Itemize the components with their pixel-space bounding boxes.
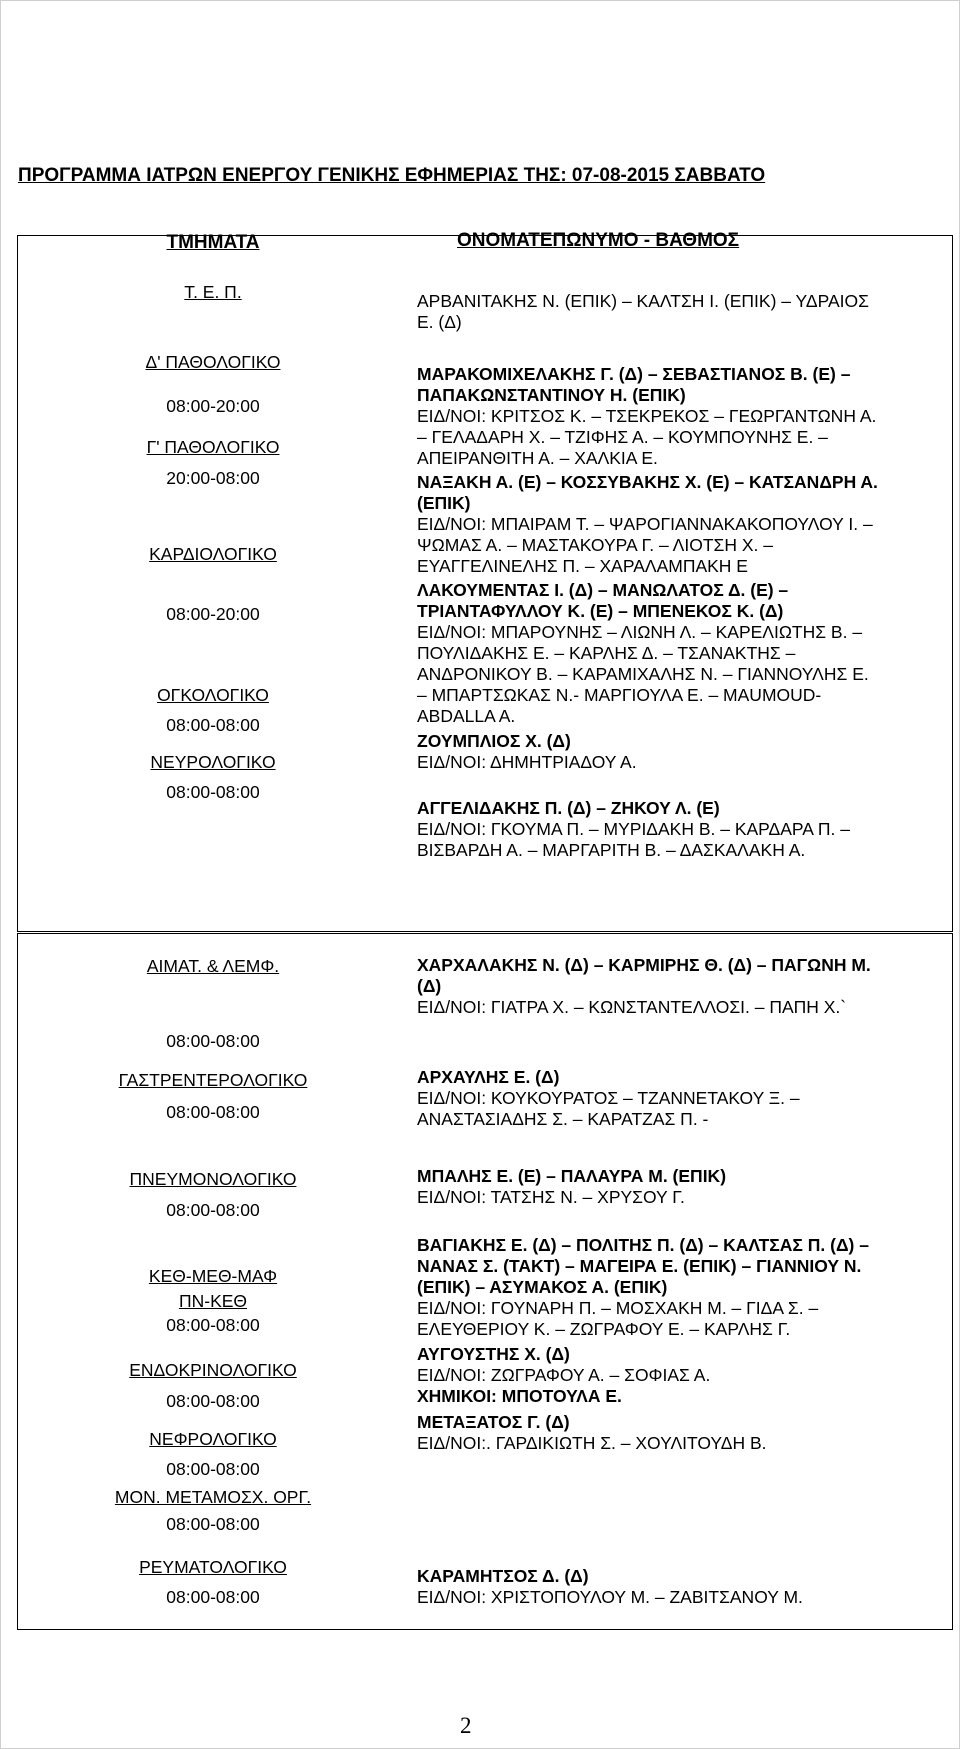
names-gastroenterology	[417, 1067, 917, 1130]
page-number: 2	[460, 1713, 472, 1738]
dept-rheumatology-time: 08:00-08:00	[166, 1587, 260, 1607]
dept-neurology-time: 08:00-08:00	[166, 782, 260, 802]
text-line: ΝΑΞΑΚΗ Α. (Ε) – ΚΟΣΣΥΒΑΚΗΣ Χ. (Ε) – ΚΑΤΣΑΝΔΡΗ Α.	[417, 472, 878, 492]
text-line: – ΓΕΛΑΔΑΡΗ Χ. – ΤΖΙΦΗΣ Α. – ΚΟΥΜΠΟΥΝΗΣ Ε. –	[417, 427, 828, 447]
dept-d-pathology-time: 08:00-20:00	[166, 396, 260, 416]
text-line: ΕΙΔ/ΝΟΙ: ΓΚΟΥΜΑ Π. – ΜΥΡΙΔΑΚΗ Β. – ΚΑΡΔΑΡΑ Π. –	[417, 819, 850, 839]
text-line: (ΕΠΙΚ)	[417, 493, 471, 513]
text-line: ΤΡΙΑΝΤΑΦΥΛΛΟΥ Κ. (Ε) – ΜΠΕΝΕΚΟΣ Κ. (Δ)	[417, 601, 784, 621]
text-line: ΑΓΓΕΛΙΔΑΚΗΣ Π. (Δ) – ΖΗΚΟΥ Λ. (Ε)	[417, 798, 720, 818]
names-g-pathology	[417, 472, 917, 577]
text-line: ΕΛΕΥΘΕΡΙΟΥ Κ. – ΖΩΓΡΑΦΟΥ Ε. – ΚΑΡΛΗΣ Γ.	[417, 1319, 791, 1339]
dept-g-pathology: Γ' ΠΑΘΟΛΟΓΙΚΟ	[146, 437, 280, 457]
dept-oncology-time: 08:00-08:00	[166, 715, 260, 735]
dept-oncology: ΟΓΚΟΛΟΓΙΚΟ	[157, 685, 269, 705]
text-line: ΨΩΜΑΣ Α. – ΜΑΣΤΑΚΟΥΡΑ Γ. – ΛΙΟΤΣΗ Χ. –	[417, 535, 773, 555]
names-oncology	[417, 731, 917, 773]
text-line: – ΜΠΑΡΤΣΩΚΑΣ Ν.- ΜΑΡΓΙΟΥΛΑ Ε. – MAUMOUD-	[417, 685, 822, 705]
text-line: ΜΠΑΛΗΣ Ε. (Ε) – ΠΑΛΑΥΡΑ Μ. (ΕΠΙΚ)	[417, 1166, 727, 1186]
text-line: ΑΝΔΡΟΝΙΚΟΥ Β. – ΚΑΡΑΜΙΧΑΛΗΣ Ν. – ΓΙΑΝΝΟΥΛΗΣ Ε.	[417, 664, 869, 684]
text-line: ΧΑΡΧΑΛΑΚΗΣ Ν. (Δ) – ΚΑΡΜΙΡΗΣ Θ. (Δ) – ΠΑΓΩΝΗ Μ.	[417, 955, 871, 975]
text-line: ΕΙΔ/ΝΟΙ:. ΓΑΡΔΙΚΙΩΤΗ Σ. – ΧΟΥΛΙΤΟΥΔΗ Β.	[417, 1433, 767, 1453]
dept-endocrinology-time: 08:00-08:00	[166, 1391, 260, 1411]
text-line: ΧΗΜΙΚΟΙ: ΜΠΟΤΟΥΛΑ Ε.	[417, 1386, 622, 1406]
text-line: ΚΑΡΑΜΗΤΣΟΣ Δ. (Δ)	[417, 1566, 589, 1586]
text-line: ΑΠΕΙΡΑΝΘΙΤΗ Α. – ΧΑΛΚΙΑ Ε.	[417, 448, 658, 468]
dept-endocrinology: ΕΝΔΟΚΡΙΝΟΛΟΓΙΚΟ	[129, 1360, 297, 1380]
text-line: ΕΙΔ/ΝΟΙ: ΖΩΓΡΑΦΟΥ Α. – ΣΟΦΙΑΣ Α.	[417, 1365, 711, 1385]
names-icu	[417, 1235, 917, 1340]
dept-icu-2: ΠΝ-ΚΕΘ	[178, 1291, 248, 1311]
text-line: ΒΑΓΙΑΚΗΣ Ε. (Δ) – ΠΟΛΙΤΗΣ Π. (Δ) – ΚΑΛΤΣΑΣ Π. (Δ) –	[417, 1235, 869, 1255]
text-line: ΕΙΔ/ΝΟΙ: ΤΑΤΣΗΣ Ν. – ΧΡΥΣΟΥ Γ.	[417, 1187, 685, 1207]
dept-icu: ΚΕΘ-ΜΕΘ-ΜΑΦ	[148, 1266, 278, 1286]
names-rheumatology	[417, 1566, 917, 1608]
dept-pneumonology: ΠΝΕΥΜΟΝΟΛΟΓΙΚΟ	[129, 1169, 297, 1189]
dept-icu-time: 08:00-08:00	[166, 1315, 260, 1335]
dept-pneumonology-time: 08:00-08:00	[166, 1200, 260, 1220]
text-line: ΕΥΑΓΓΕΛΙΝΕΛΗΣ Π. – ΧΑΡΑΛΑΜΠΑΚΗ Ε	[417, 556, 748, 576]
names-endocrinology	[417, 1344, 917, 1407]
text-line: ΜΑΡΑΚΟΜΙΧΕΛΑΚΗΣ Γ. (Δ) – ΣΕΒΑΣΤΙΑΝΟΣ Β. (Ε) –	[417, 364, 851, 384]
schedule-block-1	[17, 230, 953, 932]
text-line: (Δ)	[417, 976, 442, 996]
dept-d-pathology: Δ' ΠΑΘΟΛΟΓΙΚΟ	[145, 352, 281, 372]
dept-nephrology: ΝΕΦΡΟΛΟΓΙΚΟ	[149, 1429, 277, 1449]
text-line: ΕΙΔ/ΝΟΙ: ΧΡΙΣΤΟΠΟΥΛΟΥ Μ. – ΖΑΒΙΤΣΑΝΟΥ Μ.	[417, 1587, 803, 1607]
text-line: ΑΥΓΟΥΣΤΗΣ Χ. (Δ)	[417, 1344, 570, 1364]
names-cardiology	[417, 580, 917, 727]
text-line: ΑΝΑΣΤΑΣΙΑΔΗΣ Σ. – ΚΑΡΑΤΖΑΣ Π. -	[417, 1109, 709, 1129]
names-nephrology	[417, 1412, 917, 1454]
text-line: Ε. (Δ)	[417, 312, 462, 332]
names-header: ΟΝΟΜΑΤΕΠΩΝΥΜΟ - ΒΑΘΜΟΣ	[457, 230, 740, 251]
dept-cardiology-time: 08:00-20:00	[166, 604, 260, 624]
text-line: (ΕΠΙΚ) – ΑΣΥΜΑΚΟΣ Α. (ΕΠΙΚ)	[417, 1277, 668, 1297]
text-line: ABDALLA A.	[417, 706, 516, 726]
text-line: ΝΑΝΑΣ Σ. (ΤΑΚΤ) – ΜΑΓΕΙΡΑ Ε. (ΕΠΙΚ) – ΓΙΑΝΝΙΟΥ Ν.	[417, 1256, 862, 1276]
text-line: ΕΙΔ/ΝΟΙ: ΚΟΥΚΟΥΡΑΤΟΣ – ΤΖΑΝΝΕΤΑΚΟΥ Ξ. –	[417, 1088, 800, 1108]
names-haematology	[417, 955, 917, 1018]
text-line: ΜΕΤΑΞΑΤΟΣ Γ. (Δ)	[417, 1412, 570, 1432]
text-line: ΕΙΔ/ΝΟΙ: ΜΠΑΡΟΥΝΗΣ – ΛΙΩΝΗ Λ. – ΚΑΡΕΛΙΩΤΗΣ Β. –	[417, 622, 863, 642]
dept-cardiology: ΚΑΡΔΙΟΛΟΓΙΚΟ	[149, 544, 277, 564]
text-line: ΕΙΔ/ΝΟΙ: ΔΗΜΗΤΡΙΑΔΟΥ Α.	[417, 752, 637, 772]
dept-g-pathology-time: 20:00-08:00	[166, 468, 260, 488]
names-pneumonology	[417, 1166, 917, 1208]
text-line: ΛΑΚΟΥΜΕΝΤΑΣ Ι. (Δ) – ΜΑΝΩΛΑΤΟΣ Δ. (Ε) –	[417, 580, 789, 600]
dept-neurology: ΝΕΥΡΟΛΟΓΙΚΟ	[150, 752, 276, 772]
dept-gastroenterology: ΓΑΣΤΡΕΝΤΕΡΟΛΟΓΙΚΟ	[118, 1070, 308, 1090]
text-line: ΕΙΔ/ΝΟΙ: ΜΠΑΙΡΑΜ Τ. – ΨΑΡΟΓΙΑΝΝΑΚΑΚΟΠΟΥΛΟΥ Ι. –	[417, 514, 873, 534]
dept-tep: Τ. Ε. Π.	[184, 282, 242, 302]
text-line: ΑΡΒΑΝΙΤΑΚΗΣ Ν. (ΕΠΙΚ) – ΚΑΛΤΣΗ Ι. (ΕΠΙΚ) – ΥΔΡΑΙΟΣ	[417, 291, 869, 311]
text-line: ΖΟΥΜΠΛΙΟΣ Χ. (Δ)	[417, 731, 571, 751]
text-line: ΠΑΠΑΚΩΝΣΤΑΝΤΙΝΟΥ Η. (ΕΠΙΚ)	[417, 385, 686, 405]
names-neurology	[417, 798, 917, 861]
dept-haematology: ΑΙΜΑΤ. & ΛΕΜΦ.	[146, 956, 280, 976]
dept-gastroenterology-time: 08:00-08:00	[166, 1102, 260, 1122]
departments-header: ΤΜΗΜΑΤΑ	[166, 232, 260, 253]
dept-transplant: ΜΟΝ. ΜΕΤΑΜΟΣΧ. ΟΡΓ.	[114, 1487, 312, 1507]
dept-nephrology-time: 08:00-08:00	[166, 1459, 260, 1479]
text-line: ΠΟΥΛΙΔΑΚΗΣ Ε. – ΚΑΡΛΗΣ Δ. – ΤΣΑΝΑΚΤΗΣ –	[417, 643, 796, 663]
dept-transplant-time: 08:00-08:00	[166, 1514, 260, 1534]
text-line: ΕΙΔ/ΝΟΙ: ΚΡΙΤΣΟΣ Κ. – ΤΣΕΚΡΕΚΟΣ – ΓΕΩΡΓΑΝΤΩΝΗ Α.	[417, 406, 877, 426]
dept-haematology-time: 08:00-08:00	[166, 1031, 260, 1051]
schedule-block-2	[17, 933, 953, 1630]
text-line: ΒΙΣΒΑΡΔΗ Α. – ΜΑΡΓΑΡΙΤΗ Β. – ΔΑΣΚΑΛΑΚΗ Α.	[417, 840, 806, 860]
text-line: ΕΙΔ/ΝΟΙ: ΓΟΥΝΑΡΗ Π. – ΜΟΣΧΑΚΗ Μ. – ΓΙΔΑ Σ. –	[417, 1298, 819, 1318]
page-title: ΠΡΟΓΡΑΜΜΑ ΙΑΤΡΩΝ ΕΝΕΡΓΟΥ ΓΕΝΙΚΗΣ ΕΦΗΜΕΡΙΑΣ ΤΗΣ: 07-08-2015 ΣΑΒΒΑΤΟ	[18, 165, 766, 186]
dept-rheumatology: ΡΕΥΜΑΤΟΛΟΓΙΚΟ	[139, 1557, 287, 1577]
names-tep	[417, 291, 917, 333]
names-d-pathology	[417, 364, 917, 469]
text-line: ΑΡΧΑΥΛΗΣ Ε. (Δ)	[417, 1067, 560, 1087]
text-line: ΕΙΔ/ΝΟΙ: ΓΙΑΤΡΑ Χ. – ΚΩΝΣΤΑΝΤΕΛΛΟΣΙ. – ΠΑΠΗ Χ.`	[417, 997, 847, 1017]
